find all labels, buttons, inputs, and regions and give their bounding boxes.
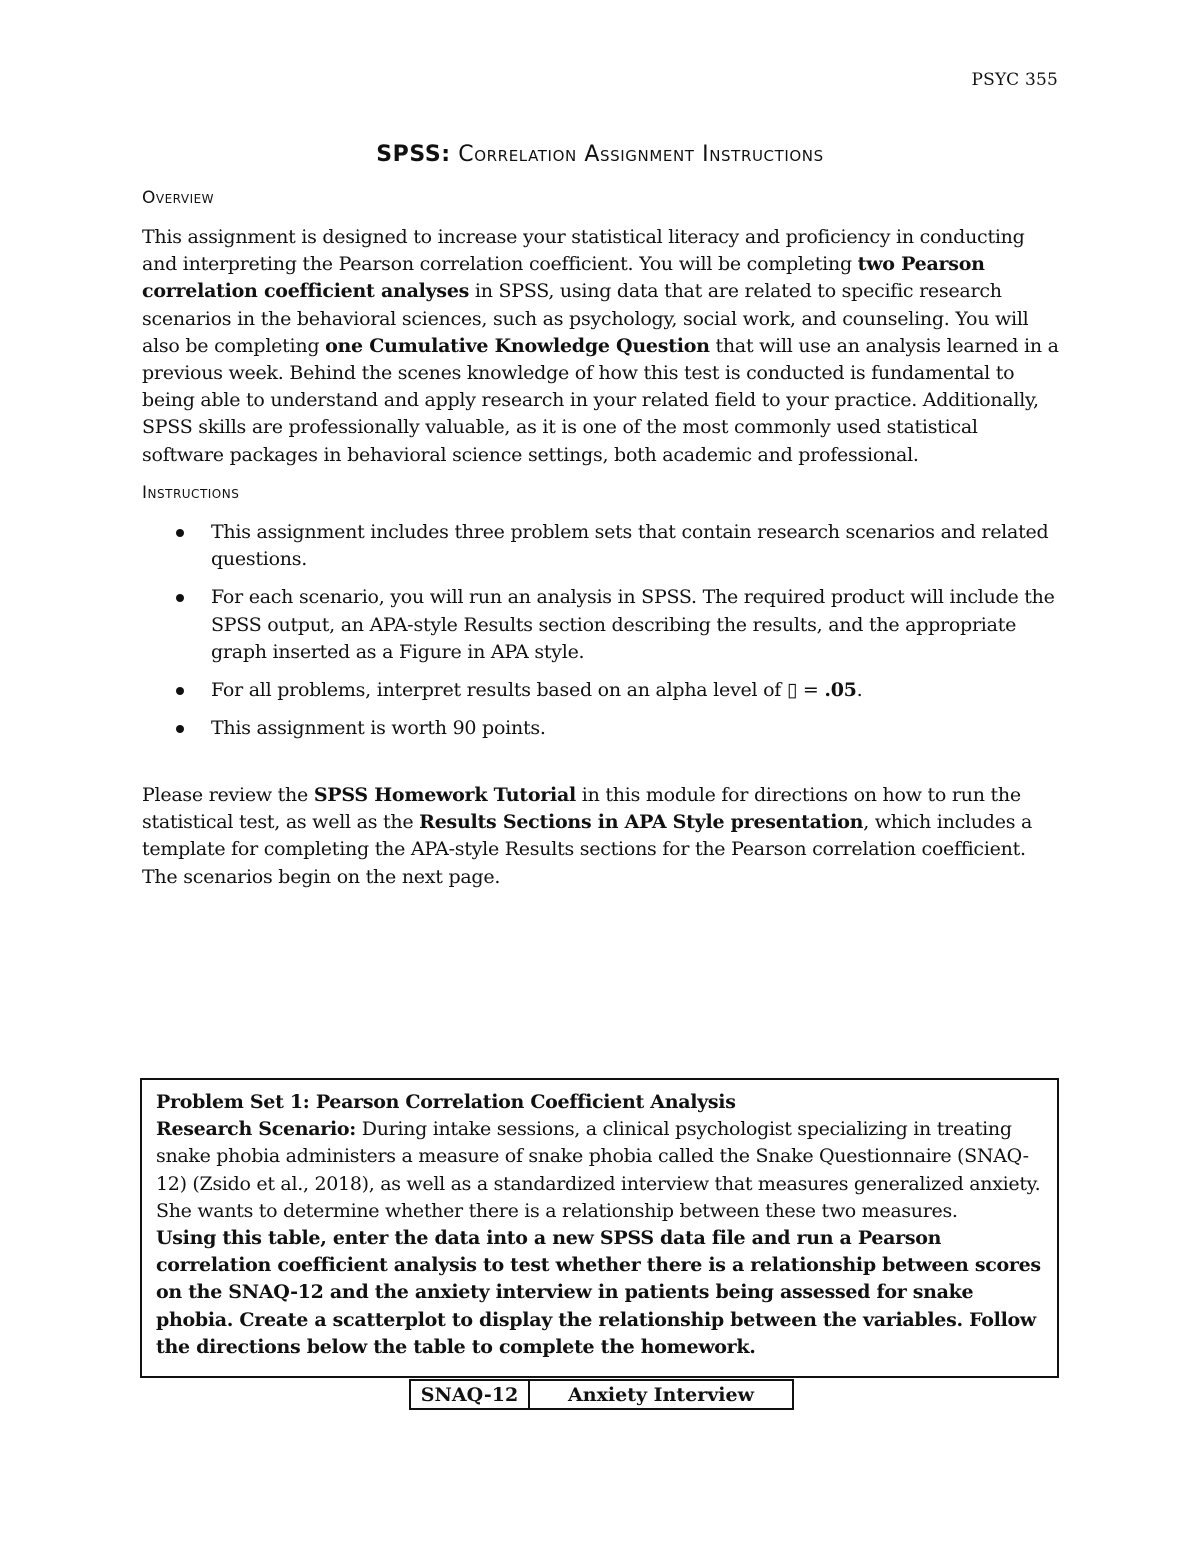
table-header-anxiety: Anxiety Interview [529, 1380, 793, 1409]
overview-bold-2: one Cumulative Knowledge Question [325, 334, 710, 357]
review-paragraph [142, 782, 1062, 891]
bullet-text-1: This assignment includes three problem sets that contain research scenarios and related questions. [211, 521, 1049, 571]
review-bold-1: SPSS Homework Tutorial [313, 784, 577, 806]
overview-paragraph [142, 224, 1062, 469]
overview-heading: Overview [142, 188, 215, 208]
overview-text-1: This assignment is designed to increase your statistical literacy and proficiency in conducting and interpreting the Pearson correlation coefficient. You will be completing [142, 226, 1025, 276]
bullet-icon [176, 687, 184, 695]
title-prefix: SPSS: [376, 142, 451, 167]
bullet-icon [176, 725, 184, 733]
problem-set-title: Problem Set 1: Pearson Correlation Coefficient Analysis [156, 1091, 736, 1113]
instructions-heading: Instructions [142, 483, 240, 503]
data-table [409, 1379, 794, 1410]
running-head: PSYC 355 [971, 70, 1058, 90]
bullet-icon [176, 529, 184, 537]
bullet-text-2: For each scenario, you will run an analysis in SPSS. The required product will include the SPSS output, an APA-style Results section describing the results, and the appropriate graph inserted as a Figure in APA style. [211, 586, 1055, 663]
review-text-2: in this module for directions on how to run the statistical test, as well as the [142, 784, 1021, 834]
equals-sign: = [797, 679, 825, 702]
alpha-value: .05 [824, 679, 857, 702]
alpha-symbol: ▯ [786, 679, 798, 702]
title-rest: Correlation Assignment Instructions [450, 142, 824, 167]
bullet-icon [176, 594, 184, 602]
review-text-1: Please review the [142, 784, 314, 806]
list-item [172, 677, 1062, 704]
list-item [172, 715, 1062, 742]
bullet-text-3: For all problems, interpret results based on an alpha level of [211, 679, 787, 702]
problem-directions: Using this table, enter the data into a new SPSS data file and run a Pearson correlation coefficient analysis to test whether there is a relationship between scores on the SNAQ-12 and the anxiety interview in patients being assessed for snake phobia. Create a scatterplot to display the relationship between the variables. Follow the directions below the table to complete the homework. [156, 1227, 1041, 1358]
table-header-row [410, 1380, 793, 1409]
list-item [172, 519, 1062, 573]
instructions-list [172, 519, 1062, 753]
table-header-snaq: SNAQ-12 [410, 1380, 529, 1409]
bullet-end: . [856, 679, 863, 702]
overview-text-3: that will use an analysis learned in a previous week. Behind the scenes knowledge of how this test is conducted is fundamental to being able to understand and apply research in your related field to your practice. Additionally, SPSS skills are professionally valuable, as it is one of the most commonly used statistical software packages in behavioral science settings, both academic and professional. [142, 334, 1059, 466]
problem-set-text [156, 1089, 1046, 1361]
overview-text-2: in SPSS, using data that are related to specific research scenarios in the behavioral sciences, such as psychology, social work, and counseling. You will also be completing [142, 280, 1029, 357]
overview-bold-1: two Pearson correlation coefficient analyses [142, 253, 985, 303]
problem-set-box [140, 1078, 1059, 1378]
list-item [172, 584, 1062, 666]
review-bold-2: Results Sections in APA Style presentation [419, 811, 864, 834]
scenario-text: During intake sessions, a clinical psychologist specializing in treating snake phobia administers a measure of snake phobia called the Snake Questionnaire (SNAQ-12) (Zsido et al., 2018), as well as a standardized interview that measures generalized anxiety. She wants to determine whether there is a relationship between these two measures. [156, 1118, 1041, 1222]
review-text-3: , which includes a template for completing the APA-style Results sections for the Pearson correlation coefficient. The scenarios begin on the next page. [142, 811, 1033, 888]
scenario-label: Research Scenario: [156, 1118, 357, 1141]
bullet-text-4: This assignment is worth 90 points. [211, 717, 546, 740]
document-title [0, 142, 1200, 167]
